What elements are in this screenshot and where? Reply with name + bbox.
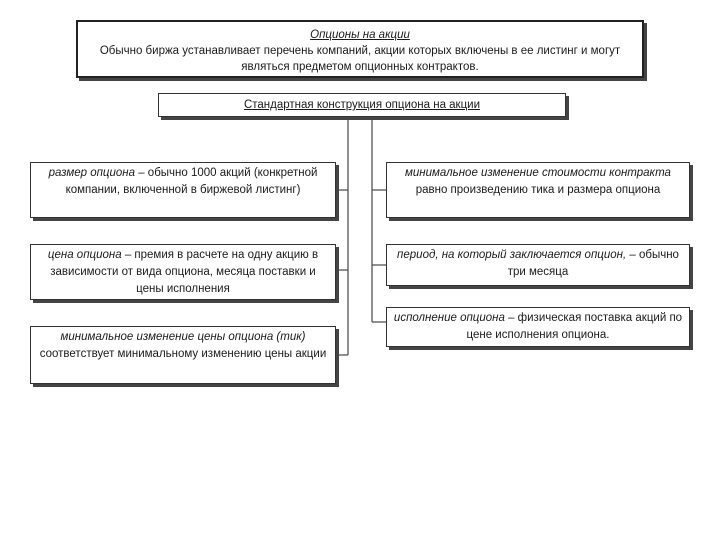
term-tick: минимальное изменение цены опциона (тик): [60, 331, 306, 343]
desc-contract-change: равно произведению тика и размера опциона: [415, 184, 661, 196]
term-option-size: размер опциона: [48, 167, 136, 179]
right-box-period: [386, 244, 690, 286]
standard-construction-box: [158, 93, 566, 117]
header-box: [76, 20, 644, 78]
term-contract-change: минимальное изменение стоимости контракта: [405, 167, 671, 179]
left-box-option-price: [30, 244, 336, 300]
desc-option-size: – обычно 1000 акций (конкретной компании, включенной в биржевой листинг): [65, 167, 318, 196]
desc-exercise: – физическая поставка акций по цене исполнения опциона.: [466, 312, 683, 341]
standard-construction-label: Стандартная конструкция опциона на акции: [243, 99, 481, 111]
desc-tick: соответствует минимальному изменению цены акции: [39, 348, 327, 360]
term-exercise: исполнение опциона: [393, 312, 505, 324]
header-description: Обычно биржа устанавливает перечень компаний, акции которых включены в ее листинг и могут являться предметом опционных контрактов.: [99, 45, 621, 73]
right-box-exercise: [386, 307, 690, 347]
left-box-tick: [30, 326, 336, 384]
left-box-option-size: [30, 162, 336, 218]
desc-period: – обычно три месяца: [507, 249, 679, 278]
right-box-contract-change: [386, 162, 690, 218]
header-title: Опционы на акции: [310, 29, 410, 41]
term-period: период, на который заключается опцион,: [397, 249, 627, 261]
desc-option-price: – премия в расчете на одну акцию в зависимости от вида опциона, месяца поставки и цены исполнения: [50, 249, 319, 295]
term-option-price: цена опциона: [47, 249, 122, 261]
